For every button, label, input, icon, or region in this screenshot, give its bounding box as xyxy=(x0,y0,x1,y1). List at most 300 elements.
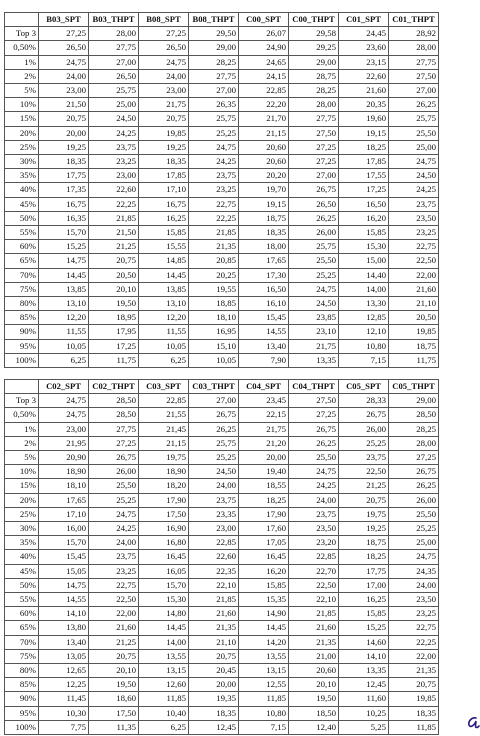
corner-header-cell xyxy=(5,380,39,394)
row-label-cell: 2% xyxy=(5,436,39,450)
score-cell: 26,50 xyxy=(89,69,139,83)
score-cell: 23,75 xyxy=(189,169,239,183)
score-cell: 23,75 xyxy=(289,507,339,521)
score-cell: 21,35 xyxy=(289,635,339,649)
table-row xyxy=(5,465,439,479)
score-cell: 12,85 xyxy=(339,311,389,325)
table-row xyxy=(5,436,439,450)
score-cell: 26,50 xyxy=(139,41,189,55)
row-label-cell: 90% xyxy=(5,692,39,706)
score-cell: 24,75 xyxy=(89,507,139,521)
score-cell: 11,75 xyxy=(89,353,139,367)
score-cell: 24,50 xyxy=(189,465,239,479)
score-cell: 12,65 xyxy=(39,664,89,678)
score-cell: 10,80 xyxy=(239,706,289,720)
row-label-cell: 95% xyxy=(5,339,39,353)
score-cell: 13,10 xyxy=(39,297,89,311)
score-cell: 24,00 xyxy=(389,578,439,592)
row-label-cell: 85% xyxy=(5,311,39,325)
score-cell: 13,30 xyxy=(339,297,389,311)
score-cell: 19,85 xyxy=(389,692,439,706)
score-cell: 23,25 xyxy=(89,155,139,169)
score-cell: 22,75 xyxy=(89,578,139,592)
score-cell: 20,90 xyxy=(39,451,89,465)
score-cell: 11,85 xyxy=(389,720,439,734)
score-cell: 22,85 xyxy=(189,536,239,550)
score-cell: 22,25 xyxy=(89,197,139,211)
score-cell: 11,45 xyxy=(39,692,89,706)
score-cell: 15,25 xyxy=(39,240,89,254)
score-cell: 15,25 xyxy=(339,621,389,635)
score-cell: 21,35 xyxy=(389,664,439,678)
score-cell: 22,75 xyxy=(389,240,439,254)
table-row xyxy=(5,69,439,83)
score-cell: 14,55 xyxy=(39,593,89,607)
column-header: C04_THPT xyxy=(289,380,339,394)
score-cell: 24,00 xyxy=(189,479,239,493)
column-header: B08_THPT xyxy=(189,13,239,27)
score-cell: 15,35 xyxy=(239,593,289,607)
score-cell: 19,15 xyxy=(339,126,389,140)
score-cell: 24,15 xyxy=(239,69,289,83)
score-cell: 19,25 xyxy=(39,140,89,154)
row-label-cell: 15% xyxy=(5,479,39,493)
score-cell: 21,20 xyxy=(239,436,289,450)
score-cell: 20,75 xyxy=(89,254,139,268)
score-cell: 28,00 xyxy=(389,41,439,55)
score-cell: 20,10 xyxy=(89,664,139,678)
score-cell: 24,00 xyxy=(289,493,339,507)
table-row xyxy=(5,621,439,635)
row-label-cell: 20% xyxy=(5,493,39,507)
score-cell: 17,60 xyxy=(239,522,289,536)
row-label-cell: Top 3 xyxy=(5,394,39,408)
score-cell: 23,25 xyxy=(389,607,439,621)
row-label-cell: 60% xyxy=(5,607,39,621)
score-cell: 12,45 xyxy=(339,678,389,692)
score-cell: 16,80 xyxy=(139,536,189,550)
score-cell: 21,85 xyxy=(289,607,339,621)
score-cell: 26,25 xyxy=(289,436,339,450)
score-cell: 24,25 xyxy=(89,522,139,536)
score-cell: 21,25 xyxy=(89,240,139,254)
row-label-cell: 10% xyxy=(5,98,39,112)
score-cell: 25,50 xyxy=(389,126,439,140)
score-cell: 20,60 xyxy=(239,155,289,169)
score-cell: 24,75 xyxy=(289,282,339,296)
score-cell: 15,05 xyxy=(39,564,89,578)
score-cell: 27,00 xyxy=(189,394,239,408)
score-cell: 20,00 xyxy=(39,126,89,140)
score-cell: 19,75 xyxy=(339,507,389,521)
score-cell: 20,85 xyxy=(189,254,239,268)
score-table-2 xyxy=(4,379,439,735)
score-cell: 28,25 xyxy=(289,84,339,98)
score-cell: 27,25 xyxy=(289,155,339,169)
score-cell: 16,75 xyxy=(39,197,89,211)
row-label-cell: 65% xyxy=(5,254,39,268)
table-row xyxy=(5,226,439,240)
score-cell: 6,25 xyxy=(139,353,189,367)
score-cell: 23,50 xyxy=(389,211,439,225)
table-row xyxy=(5,353,439,367)
score-cell: 16,05 xyxy=(139,564,189,578)
score-cell: 14,75 xyxy=(39,578,89,592)
row-label-cell: 60% xyxy=(5,240,39,254)
score-cell: 25,25 xyxy=(189,451,239,465)
score-cell: 23,85 xyxy=(289,311,339,325)
score-cell: 13,85 xyxy=(139,282,189,296)
score-cell: 29,25 xyxy=(289,41,339,55)
row-label-cell: 70% xyxy=(5,635,39,649)
row-label-cell: 0,50% xyxy=(5,41,39,55)
score-cell: 28,75 xyxy=(289,69,339,83)
score-cell: 15,70 xyxy=(139,578,189,592)
score-cell: 25,50 xyxy=(289,451,339,465)
score-cell: 23,75 xyxy=(339,451,389,465)
score-cell: 15,85 xyxy=(339,607,389,621)
score-cell: 18,50 xyxy=(289,706,339,720)
score-cell: 26,25 xyxy=(389,479,439,493)
score-cell: 13,35 xyxy=(339,664,389,678)
score-cell: 17,05 xyxy=(239,536,289,550)
table-row xyxy=(5,607,439,621)
table-row xyxy=(5,55,439,69)
score-cell: 26,00 xyxy=(289,226,339,240)
score-cell: 25,75 xyxy=(389,112,439,126)
score-cell: 24,25 xyxy=(89,126,139,140)
score-cell: 6,25 xyxy=(39,353,89,367)
score-cell: 20,20 xyxy=(239,169,289,183)
score-cell: 18,10 xyxy=(189,311,239,325)
score-cell: 7,15 xyxy=(339,353,389,367)
score-cell: 10,80 xyxy=(339,339,389,353)
score-cell: 24,65 xyxy=(239,55,289,69)
row-label-cell: 95% xyxy=(5,706,39,720)
score-cell: 19,50 xyxy=(289,692,339,706)
table-row xyxy=(5,678,439,692)
score-cell: 23,00 xyxy=(189,522,239,536)
table-row xyxy=(5,493,439,507)
score-cell: 19,15 xyxy=(239,197,289,211)
score-cell: 13,40 xyxy=(239,339,289,353)
score-cell: 24,75 xyxy=(139,55,189,69)
score-cell: 18,75 xyxy=(339,536,389,550)
score-cell: 27,75 xyxy=(389,55,439,69)
score-cell: 24,75 xyxy=(39,408,89,422)
score-cell: 23,75 xyxy=(189,493,239,507)
score-cell: 20,75 xyxy=(339,493,389,507)
score-cell: 17,00 xyxy=(339,578,389,592)
row-label-cell: 85% xyxy=(5,678,39,692)
score-cell: 22,15 xyxy=(239,408,289,422)
score-cell: 24,90 xyxy=(239,41,289,55)
table-row xyxy=(5,112,439,126)
score-cell: 13,55 xyxy=(139,649,189,663)
score-cell: 17,35 xyxy=(39,183,89,197)
score-cell: 14,40 xyxy=(339,268,389,282)
score-cell: 28,25 xyxy=(189,55,239,69)
score-cell: 21,85 xyxy=(189,593,239,607)
score-cell: 19,35 xyxy=(189,692,239,706)
table-row xyxy=(5,564,439,578)
score-cell: 29,00 xyxy=(189,41,239,55)
score-cell: 23,45 xyxy=(239,394,289,408)
score-cell: 21,60 xyxy=(389,282,439,296)
table-row xyxy=(5,140,439,154)
score-cell: 24,75 xyxy=(389,155,439,169)
score-cell: 15,30 xyxy=(139,593,189,607)
score-cell: 14,10 xyxy=(39,607,89,621)
score-cell: 15,85 xyxy=(239,578,289,592)
score-cell: 27,50 xyxy=(289,394,339,408)
column-header: C02_THPT xyxy=(89,380,139,394)
score-cell: 20,75 xyxy=(139,112,189,126)
row-label-cell: 2% xyxy=(5,69,39,83)
score-cell: 14,45 xyxy=(39,268,89,282)
score-cell: 16,10 xyxy=(239,297,289,311)
cursive-a-logo-icon xyxy=(466,714,480,730)
score-cell: 17,10 xyxy=(39,507,89,521)
score-cell: 17,85 xyxy=(139,169,189,183)
score-cell: 10,05 xyxy=(189,353,239,367)
score-cell: 16,00 xyxy=(39,522,89,536)
score-cell: 24,75 xyxy=(189,140,239,154)
score-cell: 25,00 xyxy=(389,140,439,154)
score-cell: 12,20 xyxy=(39,311,89,325)
score-cell: 21,15 xyxy=(139,436,189,450)
row-label-cell: 5% xyxy=(5,84,39,98)
score-cell: 16,90 xyxy=(139,522,189,536)
score-cell: 18,75 xyxy=(389,339,439,353)
score-cell: 22,70 xyxy=(289,564,339,578)
score-cell: 11,85 xyxy=(239,692,289,706)
row-label-cell: 20% xyxy=(5,126,39,140)
score-cell: 23,00 xyxy=(89,169,139,183)
score-cell: 23,25 xyxy=(389,226,439,240)
score-cell: 29,50 xyxy=(189,27,239,41)
column-header: C02_SPT xyxy=(39,380,89,394)
score-cell: 26,00 xyxy=(339,422,389,436)
score-cell: 24,00 xyxy=(39,69,89,83)
row-label-cell: 5% xyxy=(5,451,39,465)
score-cell: 14,80 xyxy=(139,607,189,621)
score-cell: 12,55 xyxy=(239,678,289,692)
score-cell: 15,45 xyxy=(39,550,89,564)
score-cell: 14,45 xyxy=(139,621,189,635)
score-cell: 22,85 xyxy=(289,550,339,564)
score-cell: 21,10 xyxy=(389,297,439,311)
score-cell: 18,55 xyxy=(239,479,289,493)
score-cell: 21,25 xyxy=(89,635,139,649)
score-cell: 7,15 xyxy=(239,720,289,734)
score-cell: 20,25 xyxy=(189,268,239,282)
score-cell: 22,00 xyxy=(389,649,439,663)
row-label-cell: 65% xyxy=(5,621,39,635)
table-row xyxy=(5,311,439,325)
score-cell: 18,85 xyxy=(189,297,239,311)
score-cell: 27,75 xyxy=(89,41,139,55)
score-cell: 24,25 xyxy=(289,479,339,493)
score-cell: 23,50 xyxy=(289,522,339,536)
score-cell: 16,35 xyxy=(39,211,89,225)
score-cell: 14,00 xyxy=(139,635,189,649)
score-cell: 22,10 xyxy=(289,593,339,607)
score-cell: 22,20 xyxy=(239,98,289,112)
column-header: C01_SPT xyxy=(339,13,389,27)
table-row xyxy=(5,197,439,211)
score-cell: 21,60 xyxy=(289,621,339,635)
table-row xyxy=(5,41,439,55)
score-cell: 20,45 xyxy=(189,664,239,678)
score-cell: 19,25 xyxy=(139,140,189,154)
column-header: C03_SPT xyxy=(139,380,189,394)
score-cell: 25,25 xyxy=(89,493,139,507)
score-cell: 22,75 xyxy=(189,197,239,211)
score-cell: 16,50 xyxy=(239,282,289,296)
score-cell: 24,75 xyxy=(289,465,339,479)
column-header: C05_THPT xyxy=(389,380,439,394)
score-cell: 25,25 xyxy=(189,126,239,140)
score-cell: 26,50 xyxy=(289,197,339,211)
score-cell: 7,75 xyxy=(39,720,89,734)
score-cell: 18,25 xyxy=(239,493,289,507)
score-cell: 19,40 xyxy=(239,465,289,479)
score-cell: 23,20 xyxy=(289,536,339,550)
score-cell: 27,50 xyxy=(389,69,439,83)
score-cell: 23,00 xyxy=(39,422,89,436)
score-cell: 24,00 xyxy=(89,536,139,550)
score-cell: 28,33 xyxy=(339,394,389,408)
column-header: C03_THPT xyxy=(189,380,239,394)
row-label-cell: 1% xyxy=(5,55,39,69)
column-header: C05_SPT xyxy=(339,380,389,394)
score-cell: 27,75 xyxy=(89,422,139,436)
table-row xyxy=(5,550,439,564)
score-cell: 25,75 xyxy=(289,240,339,254)
score-cell: 18,90 xyxy=(39,465,89,479)
score-cell: 19,25 xyxy=(339,522,389,536)
score-cell: 27,50 xyxy=(289,126,339,140)
score-cell: 21,50 xyxy=(39,98,89,112)
table-row xyxy=(5,325,439,339)
score-cell: 21,25 xyxy=(339,479,389,493)
score-cell: 19,50 xyxy=(89,678,139,692)
score-cell: 25,00 xyxy=(389,536,439,550)
row-label-cell: 100% xyxy=(5,353,39,367)
score-cell: 23,25 xyxy=(89,564,139,578)
score-cell: 21,10 xyxy=(189,635,239,649)
table-row xyxy=(5,593,439,607)
score-cell: 23,75 xyxy=(389,197,439,211)
score-cell: 13,80 xyxy=(39,621,89,635)
score-cell: 11,35 xyxy=(89,720,139,734)
score-cell: 19,60 xyxy=(339,112,389,126)
score-cell: 23,35 xyxy=(189,507,239,521)
score-cell: 27,00 xyxy=(289,169,339,183)
row-label-cell: 1% xyxy=(5,422,39,436)
score-cell: 24,45 xyxy=(339,27,389,41)
score-cell: 27,75 xyxy=(289,112,339,126)
score-cell: 17,65 xyxy=(39,493,89,507)
row-label-cell: 55% xyxy=(5,226,39,240)
score-cell: 20,35 xyxy=(339,98,389,112)
score-cell: 24,75 xyxy=(39,55,89,69)
score-cell: 14,45 xyxy=(139,268,189,282)
table-row xyxy=(5,479,439,493)
score-cell: 13,35 xyxy=(289,353,339,367)
score-cell: 17,25 xyxy=(339,183,389,197)
score-cell: 5,25 xyxy=(339,720,389,734)
row-label-cell: 55% xyxy=(5,593,39,607)
score-cell: 27,25 xyxy=(289,140,339,154)
column-header: C00_THPT xyxy=(289,13,339,27)
score-cell: 18,95 xyxy=(89,311,139,325)
score-cell: 19,85 xyxy=(139,126,189,140)
score-cell: 27,00 xyxy=(389,84,439,98)
score-cell: 14,45 xyxy=(239,621,289,635)
table-row xyxy=(5,664,439,678)
score-cell: 19,50 xyxy=(89,297,139,311)
score-cell: 23,60 xyxy=(339,41,389,55)
score-cell: 11,60 xyxy=(339,692,389,706)
score-cell: 11,55 xyxy=(39,325,89,339)
table-row xyxy=(5,84,439,98)
score-cell: 17,90 xyxy=(239,507,289,521)
score-cell: 13,15 xyxy=(139,664,189,678)
score-cell: 19,75 xyxy=(139,451,189,465)
table-row xyxy=(5,394,439,408)
score-cell: 22,00 xyxy=(89,607,139,621)
score-cell: 20,75 xyxy=(89,649,139,663)
score-cell: 16,45 xyxy=(239,550,289,564)
score-cell: 14,75 xyxy=(39,254,89,268)
score-cell: 17,25 xyxy=(89,339,139,353)
score-cell: 22,60 xyxy=(89,183,139,197)
column-header: B03_THPT xyxy=(89,13,139,27)
table-row xyxy=(5,507,439,521)
score-cell: 22,25 xyxy=(189,211,239,225)
score-cell: 25,50 xyxy=(289,254,339,268)
score-cell: 22,25 xyxy=(389,635,439,649)
score-cell: 15,70 xyxy=(39,226,89,240)
score-cell: 13,55 xyxy=(239,649,289,663)
score-cell: 12,40 xyxy=(289,720,339,734)
score-cell: 26,75 xyxy=(339,408,389,422)
score-cell: 11,85 xyxy=(139,692,189,706)
score-cell: 17,50 xyxy=(89,706,139,720)
score-cell: 17,75 xyxy=(39,169,89,183)
score-cell: 26,75 xyxy=(289,183,339,197)
score-cell: 16,25 xyxy=(139,211,189,225)
score-cell: 21,95 xyxy=(39,436,89,450)
score-cell: 18,35 xyxy=(39,155,89,169)
row-label-cell: 50% xyxy=(5,578,39,592)
score-cell: 26,75 xyxy=(289,422,339,436)
score-cell: 22,50 xyxy=(339,465,389,479)
score-cell: 18,90 xyxy=(139,465,189,479)
score-cell: 26,75 xyxy=(189,408,239,422)
score-cell: 20,60 xyxy=(289,664,339,678)
score-cell: 14,85 xyxy=(139,254,189,268)
score-cell: 26,50 xyxy=(39,41,89,55)
score-cell: 29,00 xyxy=(289,55,339,69)
score-cell: 26,07 xyxy=(239,27,289,41)
score-cell: 25,50 xyxy=(89,479,139,493)
score-cell: 21,50 xyxy=(89,226,139,240)
table-body xyxy=(5,27,439,368)
score-cell: 16,75 xyxy=(139,197,189,211)
